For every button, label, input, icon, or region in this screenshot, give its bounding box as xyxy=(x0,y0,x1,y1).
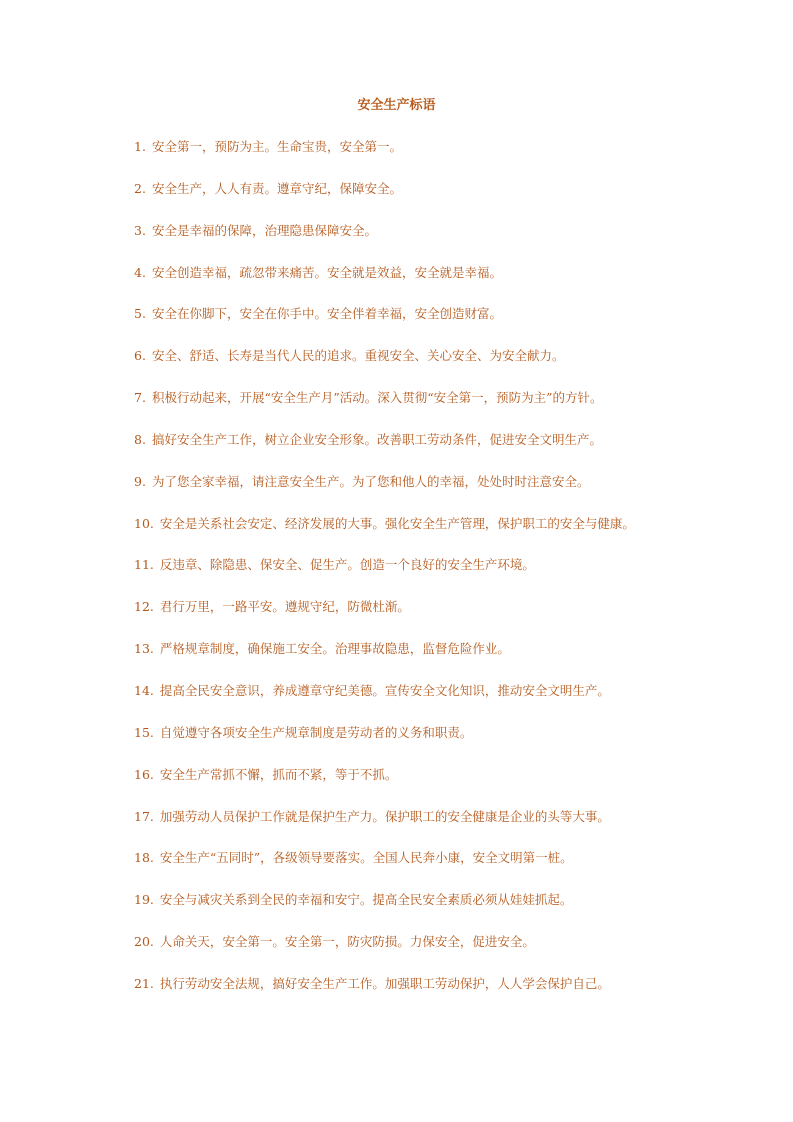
slogan-item xyxy=(134,975,784,1017)
slogan-item xyxy=(134,724,784,766)
slogan-number: 10. xyxy=(134,515,154,531)
slogan-item xyxy=(134,682,784,724)
slogan-item xyxy=(134,556,784,598)
slogan-number: 21. xyxy=(134,975,154,991)
slogan-text: 自觉遵守各项安全生产规章制度是劳动者的义务和职责。 xyxy=(159,724,473,740)
slogan-text: 执行劳动安全法规，搞好安全生产工作。加强职工劳动保护，人人学会保护自己。 xyxy=(159,975,610,991)
slogan-item xyxy=(134,431,784,473)
slogan-number: 20. xyxy=(134,934,154,950)
slogan-number: 3. xyxy=(134,222,146,238)
slogan-item xyxy=(134,849,784,891)
slogan-text: 提高全民安全意识，养成遵章守纪美德。宣传安全文化知识，推动安全文明生产。 xyxy=(159,682,610,698)
slogan-text: 安全、舒适、长寿是当代人民的追求。重视安全、关心安全、为安全献力。 xyxy=(151,348,565,364)
slogan-item xyxy=(134,473,784,515)
slogan-number: 15. xyxy=(134,724,154,740)
slogan-text: 反违章、除隐患、保安全、促生产。创造一个良好的安全生产环境。 xyxy=(159,557,535,573)
slogan-text: 安全是关系社会安定、经济发展的大事。强化安全生产管理，保护职工的安全与健康。 xyxy=(159,515,635,531)
slogan-text: 安全生产，人人有责。遵章守纪，保障安全。 xyxy=(151,180,402,196)
slogan-item xyxy=(134,515,784,557)
slogan-text: 加强劳动人员保护工作就是保护生产力。保护职工的安全健康是企业的头等大事。 xyxy=(159,808,610,824)
slogan-text: 安全在你脚下，安全在你手中。安全伴着幸福，安全创造财富。 xyxy=(151,306,502,322)
slogan-text: 安全第一，预防为主。生命宝贵，安全第一。 xyxy=(151,139,402,154)
slogan-number: 12. xyxy=(134,599,154,615)
slogan-item xyxy=(134,264,784,306)
slogan-number: 5. xyxy=(134,306,146,322)
document-title: 安全生产标语 xyxy=(357,98,436,113)
slogan-number: 16. xyxy=(134,766,154,782)
slogan-item xyxy=(134,766,784,808)
slogan-text: 安全生产常抓不懈，抓而不紧，等于不抓。 xyxy=(159,766,398,782)
slogan-number: 4. xyxy=(134,264,146,280)
slogan-number: 14. xyxy=(134,682,154,698)
slogan-number: 13. xyxy=(134,641,154,657)
slogan-text: 为了您全家幸福，请注意安全生产。为了您和他人的幸福，处处时时注意安全。 xyxy=(151,473,590,489)
slogan-number: 6. xyxy=(134,348,146,364)
slogan-text: 君行万里，一路平安。遵规守纪，防微杜渐。 xyxy=(159,599,410,615)
slogan-item xyxy=(134,640,784,682)
slogan-number: 1. xyxy=(134,139,146,154)
slogan-text: 人命关天，安全第一。安全第一，防灾防损。力保安全，促进安全。 xyxy=(159,934,535,950)
slogan-text: 安全与减灾关系到全民的幸福和安宁。提高全民安全素质必须从娃娃抓起。 xyxy=(159,892,573,908)
slogan-item xyxy=(134,180,784,222)
slogan-item xyxy=(134,891,784,933)
slogan-item xyxy=(134,598,784,640)
slogan-item xyxy=(134,933,784,975)
slogan-text: 安全生产“五同时”，各级领导要落实。全国人民奔小康，安全文明第一桩。 xyxy=(159,850,573,866)
slogan-number: 17. xyxy=(134,808,154,824)
slogan-item xyxy=(134,138,784,180)
slogan-item xyxy=(134,222,784,264)
slogan-list xyxy=(134,138,784,1017)
slogan-item xyxy=(134,389,784,431)
slogan-text: 搞好安全生产工作，树立企业安全形象。改善职工劳动条件，促进安全文明生产。 xyxy=(151,431,602,447)
slogan-number: 19. xyxy=(134,892,154,908)
slogan-text: 积极行动起来，开展“安全生产月”活动。深入贯彻“安全第一，预防为主”的方针。 xyxy=(151,390,603,406)
slogan-number: 18. xyxy=(134,850,154,866)
slogan-text: 安全是幸福的保障，治理隐患保障安全。 xyxy=(151,222,377,238)
slogan-number: 9. xyxy=(134,473,146,489)
slogan-item xyxy=(134,808,784,850)
slogan-text: 严格规章制度，确保施工安全。治理事故隐患，监督危险作业。 xyxy=(159,641,510,657)
slogan-number: 2. xyxy=(134,180,146,196)
slogan-text: 安全创造幸福，疏忽带来痛苦。安全就是效益，安全就是幸福。 xyxy=(151,264,502,280)
slogan-number: 8. xyxy=(134,431,146,447)
slogan-item xyxy=(134,305,784,347)
slogan-number: 7. xyxy=(134,390,146,406)
slogan-number: 11. xyxy=(134,557,154,573)
slogan-item xyxy=(134,347,784,389)
